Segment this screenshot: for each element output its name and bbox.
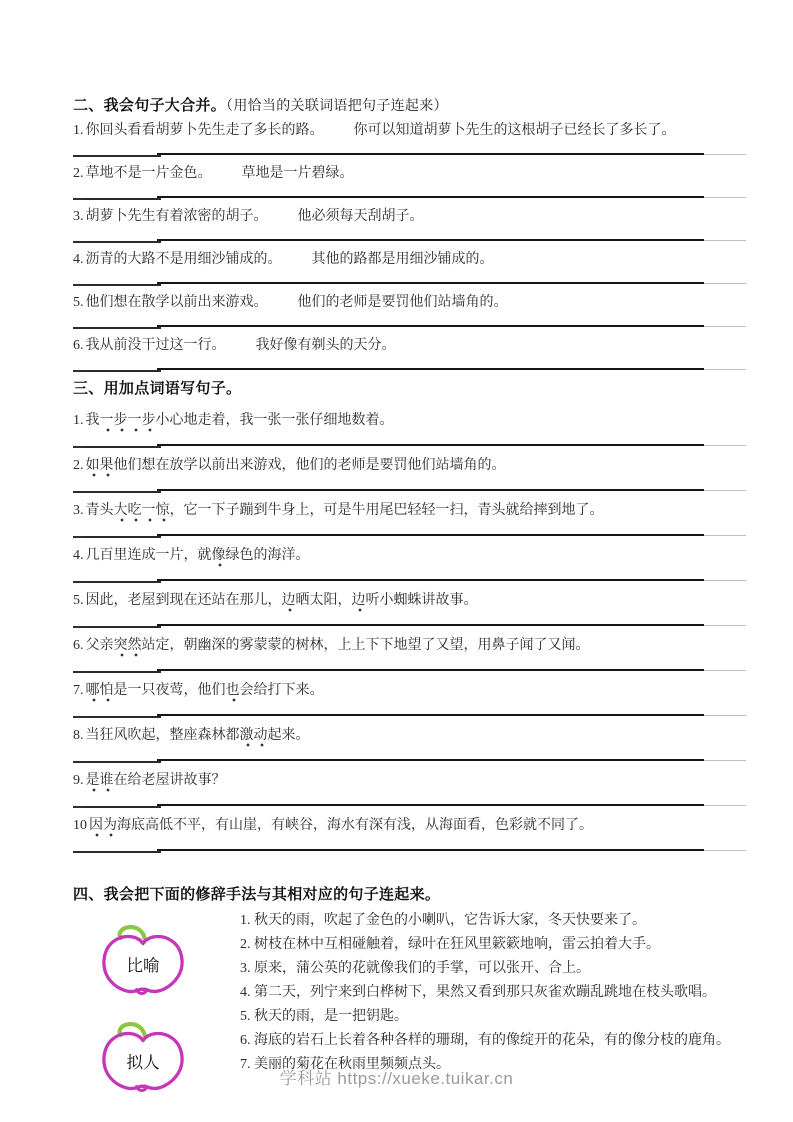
emphasized-words: 突然 bbox=[114, 638, 142, 657]
answer-line-segment bbox=[704, 715, 746, 718]
answer-line-segment bbox=[73, 491, 85, 493]
merge-question-item bbox=[73, 293, 746, 329]
question-number: 3. bbox=[73, 503, 84, 518]
answer-line-segment bbox=[73, 536, 85, 538]
question-number: 7. bbox=[73, 683, 84, 698]
sentence-part: 听小蜘蛛讲故事。 bbox=[365, 593, 478, 608]
sentence-part: 海底高低不平，有山崖，有峡谷，海水有深有浅，从海面看，色彩就不同了。 bbox=[117, 818, 593, 833]
question-number: 4. bbox=[73, 548, 84, 563]
answer-line-segment bbox=[73, 327, 85, 329]
answer-line-segment bbox=[157, 196, 704, 200]
question-text bbox=[73, 726, 746, 746]
answer-line-segment bbox=[157, 849, 704, 853]
section2-title bbox=[73, 96, 746, 117]
answer-line-segment bbox=[85, 491, 161, 493]
answer-line[interactable] bbox=[73, 282, 746, 286]
question-number: 5. bbox=[73, 593, 84, 608]
answer-line-segment bbox=[73, 446, 85, 448]
answer-line[interactable] bbox=[73, 534, 746, 538]
section3-title: 三、用加点词语写句子。 bbox=[73, 381, 242, 397]
question-text bbox=[73, 456, 746, 476]
answer-line-segment bbox=[85, 581, 161, 583]
question-text bbox=[73, 250, 746, 270]
answer-line-segment bbox=[704, 445, 746, 448]
section-dotted-words bbox=[73, 379, 746, 853]
sentence-a: 胡萝卜先生有着浓密的胡子。 bbox=[85, 209, 268, 224]
answer-line-segment bbox=[85, 155, 161, 157]
answer-line-segment bbox=[85, 241, 161, 243]
answer-line-segment bbox=[73, 806, 85, 808]
answer-line-segment bbox=[157, 534, 704, 538]
answer-line-segment bbox=[704, 154, 746, 157]
answer-line[interactable] bbox=[73, 759, 746, 763]
question-text bbox=[73, 546, 746, 566]
question-text bbox=[73, 207, 746, 227]
rhetoric-sentence[interactable]: 6. 海底的岩石上长着各种各样的珊瑚，有的像绽开的花朵，有的像分枝的鹿角。 bbox=[240, 1033, 730, 1048]
answer-line-segment bbox=[157, 714, 704, 718]
answer-line-segment bbox=[73, 284, 85, 286]
sentence-b: 你可以知道胡萝卜先生的这根胡子已经长了多长了。 bbox=[353, 123, 676, 138]
answer-line-segment bbox=[704, 490, 746, 493]
answer-line-segment bbox=[73, 370, 85, 372]
sentence-a: 我从前没干过这一行。 bbox=[85, 338, 226, 353]
merge-question-item bbox=[73, 250, 746, 286]
sentence-part: 会给打下来。 bbox=[239, 683, 324, 698]
question-text bbox=[73, 681, 746, 701]
sentence-part: 绿色的海洋。 bbox=[225, 548, 310, 563]
question-text bbox=[73, 411, 746, 431]
personification-label: 拟人 bbox=[126, 1053, 160, 1073]
question-number: 1. bbox=[73, 413, 84, 428]
emphasized-words: 哪怕 bbox=[86, 683, 114, 702]
answer-line[interactable] bbox=[73, 714, 746, 718]
answer-line-segment bbox=[157, 579, 704, 583]
question-number: 4. bbox=[73, 252, 84, 267]
answer-line-segment bbox=[157, 239, 704, 243]
dotted-question-item bbox=[73, 411, 746, 448]
answer-line-segment bbox=[85, 198, 161, 200]
sentence-part: 是一只夜莺，他们 bbox=[113, 683, 226, 698]
question-number: 3. bbox=[73, 209, 84, 224]
sentence-b: 我好像有剃头的天分。 bbox=[255, 338, 396, 353]
question-number: 6. bbox=[73, 338, 84, 353]
answer-line-segment bbox=[157, 669, 704, 673]
sentence-b: 草地是一片碧绿。 bbox=[241, 166, 354, 181]
sentence-part: 在给老屋讲故事？ bbox=[113, 773, 226, 788]
answer-line-segment bbox=[85, 761, 161, 763]
question-text bbox=[73, 293, 746, 313]
answer-line-segment bbox=[704, 805, 746, 808]
answer-line[interactable] bbox=[73, 325, 746, 329]
answer-line-segment bbox=[157, 804, 704, 808]
rhetoric-sentence[interactable]: 2. 树枝在林中互相碰触着，绿叶在狂风里簌簌地响，雷云拍着大手。 bbox=[240, 937, 660, 952]
emphasized-words: 激动 bbox=[240, 728, 268, 747]
section4-sentences bbox=[240, 909, 746, 1077]
emphasized-words: 也 bbox=[226, 683, 240, 702]
metaphor-label: 比喻 bbox=[126, 956, 160, 976]
answer-line-segment bbox=[704, 760, 746, 763]
sentence-part: 晒太阳， bbox=[295, 593, 352, 608]
question-number: 8. bbox=[73, 728, 84, 743]
answer-line-segment bbox=[85, 626, 161, 628]
answer-line-segment bbox=[85, 284, 161, 286]
rhetoric-sentence[interactable]: 5. 秋天的雨，是一把钥匙。 bbox=[240, 1009, 408, 1024]
sentence-part: 当狂风吹起，整座森林都 bbox=[85, 728, 240, 743]
answer-line-segment bbox=[73, 241, 85, 243]
answer-line-segment bbox=[85, 716, 161, 718]
answer-line-segment bbox=[85, 327, 161, 329]
metaphor-apple-badge[interactable] bbox=[97, 925, 189, 1002]
dotted-question-item bbox=[73, 636, 746, 673]
question-text bbox=[73, 816, 746, 836]
answer-line-segment bbox=[85, 806, 161, 808]
answer-line-segment bbox=[157, 624, 704, 628]
answer-line[interactable] bbox=[73, 489, 746, 493]
answer-line-segment bbox=[704, 326, 746, 329]
answer-line-segment bbox=[704, 850, 746, 853]
question-number: 2. bbox=[73, 166, 84, 181]
sentence-part: 青头 bbox=[85, 503, 114, 518]
answer-line[interactable] bbox=[73, 579, 746, 583]
dotted-question-item bbox=[73, 546, 746, 583]
sentence-b: 他们的老师是要罚他们站墙角的。 bbox=[297, 295, 508, 310]
answer-line[interactable] bbox=[73, 624, 746, 628]
apple-icon bbox=[97, 925, 189, 997]
emphasized-words: 像 bbox=[212, 548, 226, 567]
merge-question-item bbox=[73, 121, 746, 157]
rhetoric-sentence[interactable]: 4. 第二天，列宁来到白桦树下，果然又看到那只灰雀欢蹦乱跳地在枝头歌唱。 bbox=[240, 985, 716, 1000]
answer-line-segment bbox=[73, 198, 85, 200]
sentence-part: 站定，朝幽深的雾蒙蒙的树林，上上下下地望了又望，用鼻子闻了又闻。 bbox=[141, 638, 590, 653]
question-text bbox=[73, 336, 746, 356]
rhetoric-sentence[interactable]: 1. 秋天的雨，吹起了金色的小喇叭，它告诉大家，冬天快要来了。 bbox=[240, 913, 646, 928]
answer-line-segment bbox=[73, 851, 85, 853]
section2-title-hint: （用恰当的关联词语把句子连起来） bbox=[226, 99, 448, 114]
section-sentence-merge bbox=[73, 96, 746, 372]
answer-line[interactable] bbox=[73, 444, 746, 448]
answer-line-segment bbox=[157, 282, 704, 286]
section2-items bbox=[73, 121, 746, 372]
answer-line-segment bbox=[73, 581, 85, 583]
answer-line-segment bbox=[704, 240, 746, 243]
emphasized-words: 是谁 bbox=[86, 773, 114, 792]
sentence-part: 小心地走着，我一张一张仔细地数着。 bbox=[155, 413, 394, 428]
question-number: 10 bbox=[73, 818, 87, 833]
answer-line-segment bbox=[157, 153, 704, 157]
emphasized-words: 一步一步 bbox=[100, 413, 156, 432]
answer-line-segment bbox=[85, 671, 161, 673]
sentence-part: 我 bbox=[85, 413, 100, 428]
site-watermark: 学科站 https://xueke.tuikar.cn bbox=[279, 1069, 514, 1088]
answer-line-segment bbox=[85, 446, 161, 448]
question-number: 6. bbox=[73, 638, 84, 653]
question-text bbox=[73, 501, 746, 521]
sentence-a: 草地不是一片金色。 bbox=[85, 166, 212, 181]
answer-line[interactable] bbox=[73, 239, 746, 243]
sentence-part: ，它一下子蹦到牛身上，可是牛用尾巴轻轻一扫，青头就给摔到地了。 bbox=[169, 503, 604, 518]
answer-line-segment bbox=[157, 368, 704, 372]
question-text bbox=[73, 121, 746, 141]
answer-line[interactable] bbox=[73, 804, 746, 808]
answer-line-segment bbox=[157, 759, 704, 763]
section3-items bbox=[73, 411, 746, 853]
answer-line[interactable] bbox=[73, 368, 746, 372]
sentence-a: 他们想在散学以前出来游戏。 bbox=[85, 295, 268, 310]
question-text bbox=[73, 591, 746, 611]
answer-line[interactable] bbox=[73, 153, 746, 157]
question-number: 9. bbox=[73, 773, 84, 788]
question-text bbox=[73, 164, 746, 184]
sentence-part: 因此，老屋到现在还站在那儿， bbox=[85, 593, 282, 608]
sentence-part: 他们想在放学以前出来游戏，他们的老师是要罚他们站墙角的。 bbox=[113, 458, 506, 473]
sentence-b: 他必须每天刮胡子。 bbox=[297, 209, 424, 224]
question-number: 2. bbox=[73, 458, 84, 473]
answer-line-segment bbox=[73, 155, 85, 157]
answer-line[interactable] bbox=[73, 196, 746, 200]
answer-line-segment bbox=[85, 851, 161, 853]
answer-line-segment bbox=[85, 370, 161, 372]
answer-line-segment bbox=[704, 283, 746, 286]
sentence-part: 起来。 bbox=[267, 728, 310, 743]
answer-line-segment bbox=[73, 761, 85, 763]
section2-title-main: 二、我会句子大合并。 bbox=[73, 98, 227, 114]
dotted-question-item bbox=[73, 681, 746, 718]
dotted-question-item bbox=[73, 501, 746, 538]
answer-line-segment bbox=[704, 580, 746, 583]
dotted-question-item bbox=[73, 771, 746, 808]
rhetoric-sentence[interactable]: 3. 原来，蒲公英的花就像我们的手掌，可以张开、合上。 bbox=[240, 961, 590, 976]
dotted-question-item bbox=[73, 726, 746, 763]
answer-line-segment bbox=[73, 716, 85, 718]
answer-line[interactable] bbox=[73, 669, 746, 673]
answer-line-segment bbox=[704, 197, 746, 200]
merge-question-item bbox=[73, 336, 746, 372]
answer-line-segment bbox=[157, 489, 704, 493]
rhetoric-sentence[interactable]: 7. 美丽的菊花在秋雨里频频点头。 bbox=[240, 1057, 450, 1072]
answer-line[interactable] bbox=[73, 849, 746, 853]
merge-question-item bbox=[73, 164, 746, 200]
answer-line-segment bbox=[704, 535, 746, 538]
sentence-a: 你回头看看胡萝卜先生走了多长的路。 bbox=[85, 123, 324, 138]
sentence-part: 几百里连成一片，就 bbox=[85, 548, 212, 563]
emphasized-words: 边 bbox=[282, 593, 296, 612]
sentence-b: 其他的路都是用细沙铺成的。 bbox=[311, 252, 494, 267]
dotted-question-item bbox=[73, 456, 746, 493]
dotted-question-item bbox=[73, 816, 746, 853]
answer-line-segment bbox=[157, 325, 704, 329]
emphasized-words: 如果 bbox=[86, 458, 114, 477]
section4-title: 四、我会把下面的修辞手法与其相对应的句子连起来。 bbox=[73, 887, 441, 903]
answer-line-segment bbox=[85, 536, 161, 538]
answer-line-segment bbox=[704, 369, 746, 372]
question-text bbox=[73, 771, 746, 791]
answer-line-segment bbox=[704, 625, 746, 628]
answer-line-segment bbox=[704, 670, 746, 673]
question-number: 5. bbox=[73, 295, 84, 310]
answer-line-segment bbox=[73, 671, 85, 673]
question-text bbox=[73, 636, 746, 656]
emphasized-words: 因为 bbox=[89, 818, 117, 837]
answer-line-segment bbox=[73, 626, 85, 628]
emphasized-words: 大吃一惊 bbox=[114, 503, 170, 522]
question-number: 1. bbox=[73, 123, 84, 138]
sentence-part: 父亲 bbox=[85, 638, 114, 653]
dotted-question-item bbox=[73, 591, 746, 628]
emphasized-words: 边 bbox=[352, 593, 366, 612]
answer-line-segment bbox=[157, 444, 704, 448]
merge-question-item bbox=[73, 207, 746, 243]
sentence-a: 沥青的大路不是用细沙铺成的。 bbox=[85, 252, 282, 267]
